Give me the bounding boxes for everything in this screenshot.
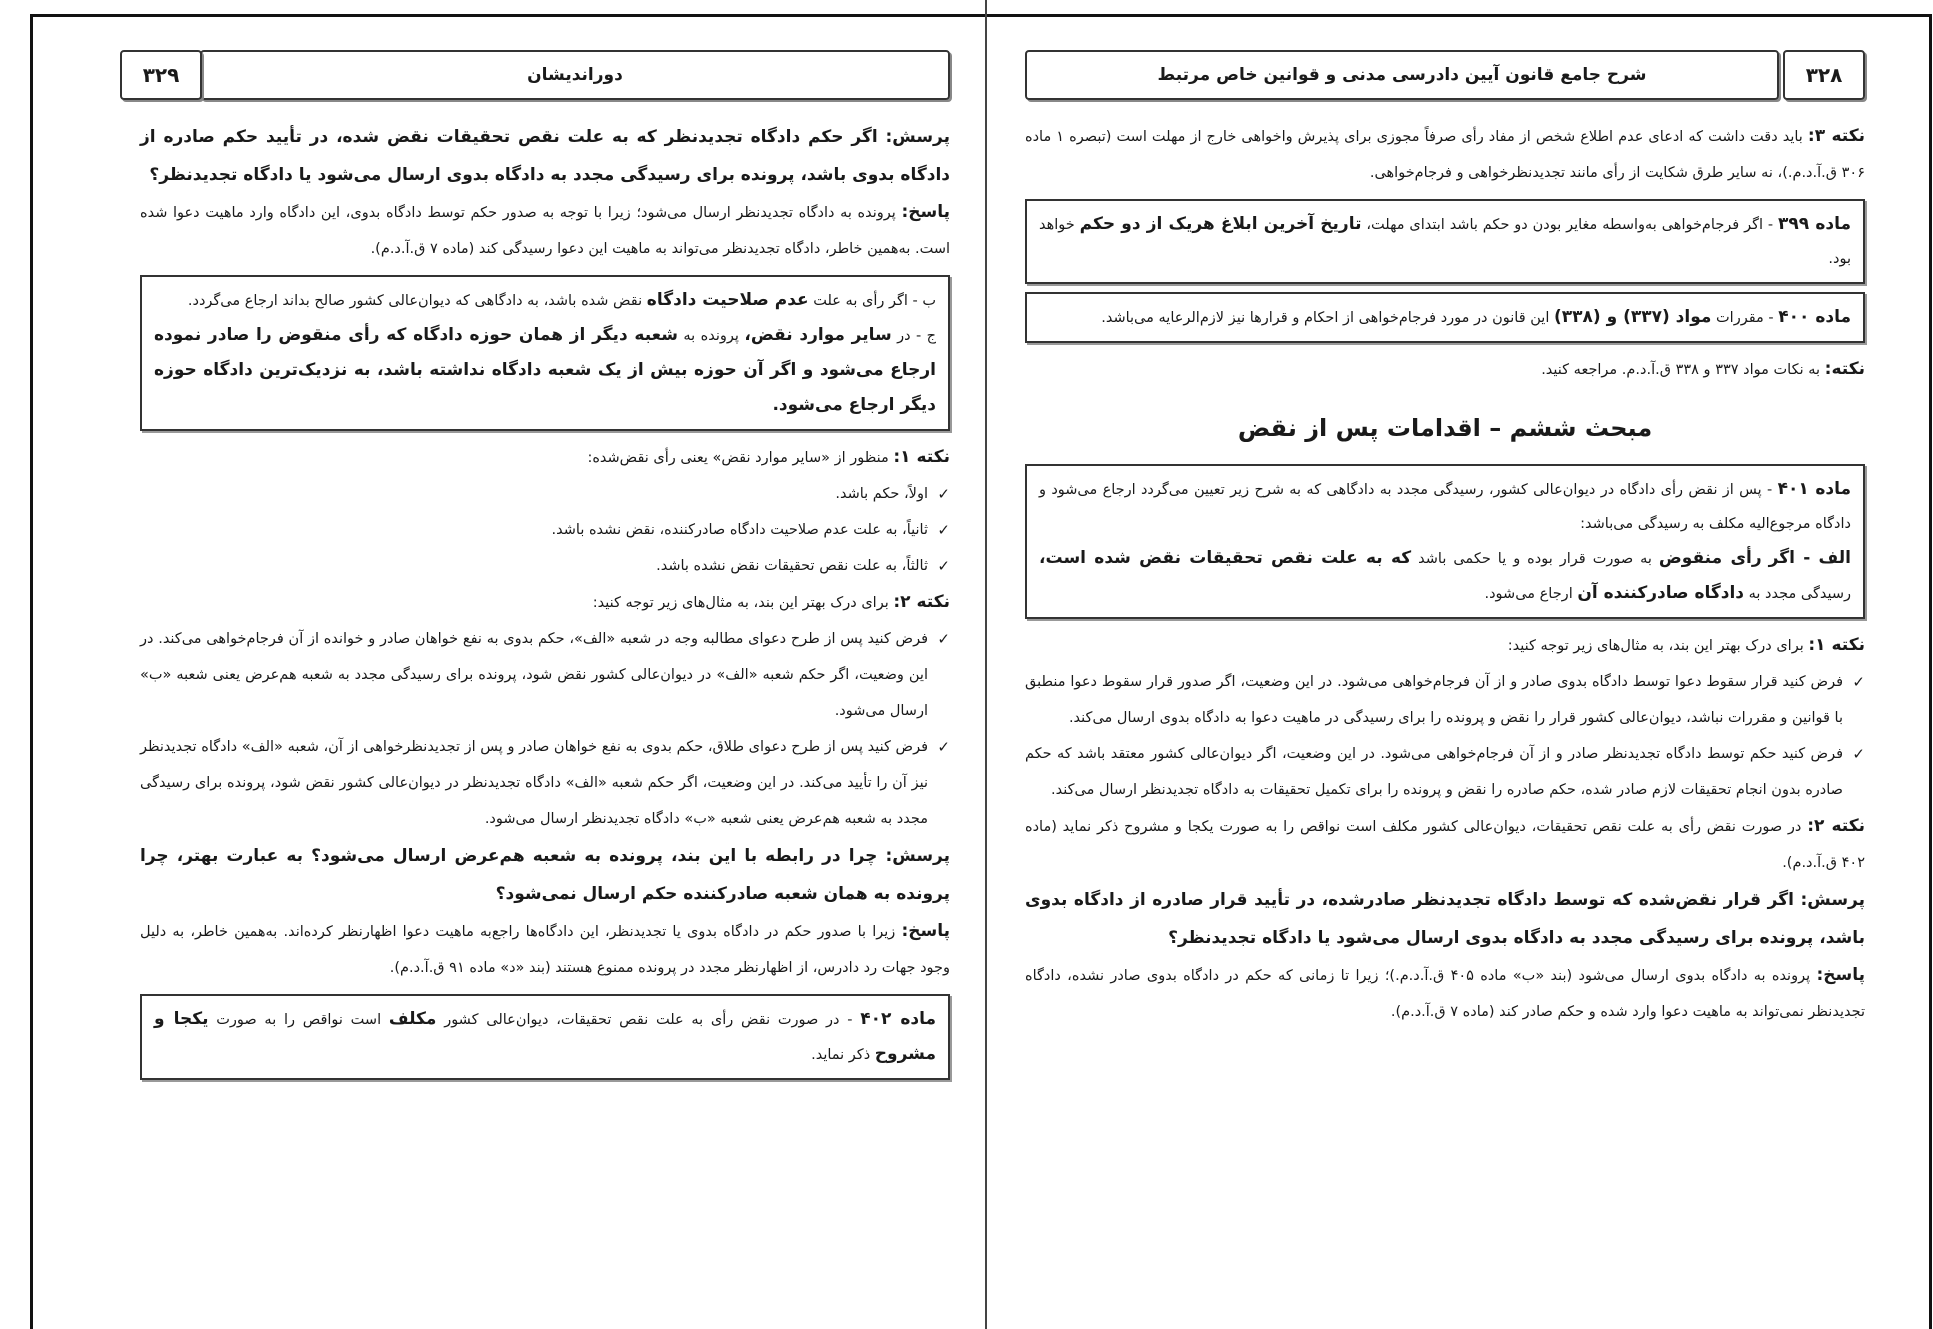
- answer-label: پاسخ:: [901, 202, 951, 222]
- check-mark-icon: ✓: [937, 557, 950, 575]
- answer-text: پرونده به دادگاه بدوی ارسال می‌شود (بند «ب» ماده ۴۰۵ ق.آ.د.م.)؛ زیرا تا زمانی که حکم در دادگاه بدوی صادر نشده، دادگاه تجدیدنظر نمی‌تواند به ماهیت دعوا وارد شده و حکم صادر کند (ماده ۷ ق.آ.د.م).: [1025, 968, 1865, 1020]
- note-label: نکته ۳:: [1807, 126, 1865, 146]
- answer-1: [140, 194, 950, 267]
- clause-b-bold: عدم صلاحیت دادگاه: [646, 290, 809, 310]
- note-3: [1025, 118, 1865, 191]
- article-402: [154, 1002, 936, 1072]
- clause-b-prefix: ب - اگر رأی به علت: [813, 293, 936, 309]
- clause-c-mid: پرونده به: [683, 328, 739, 344]
- list-item-text: ثانیاً، به علت عدم صلاحیت دادگاه صادرکننده، نقض نشده باشد.: [551, 522, 928, 538]
- clause-prefix: الف - اگر: [1768, 548, 1852, 568]
- clause-c-bold1: سایر موارد نقض،: [744, 325, 892, 345]
- list-item: [140, 621, 950, 729]
- check-mark-icon: ✓: [937, 521, 950, 539]
- article-400: [1039, 300, 1851, 335]
- page-right: [1025, 0, 1865, 1329]
- list-item-text: فرض کنید قرار سقوط دعوا توسط دادگاه بدوی صادر و از آن فرجام‌خواهی می‌شود. در این وضعیت، اگر صدور قرار سقوط دعوا منطبق با قوانین و مقررات نباشد، دیوان‌عالی کشور قرار را نقض و پرونده را برای رسیدگی در ماهیت دعوا به دادگاه بدوی ارسال می‌کند.: [1025, 674, 1843, 726]
- article-clauses-box: [140, 275, 950, 431]
- note-1-list: [1025, 664, 1865, 808]
- article-number: ماده ۴۰۲: [860, 1009, 937, 1029]
- note-1: [1025, 627, 1865, 664]
- note-label: نکته ۱:: [893, 447, 950, 467]
- article-401-clause-a: [1039, 541, 1851, 611]
- check-mark-icon: ✓: [937, 630, 950, 648]
- answer-2: [140, 913, 950, 986]
- clause-c-bold2: شعبه دیگر از همان حوزه دادگاه که رأی منقوض را صادر نموده ارجاع می‌شود و اگر آن حوزه بیش از یک شعبه دادگاه نداشته باشد، به نزدیک‌ترین دادگاه حوزه دیگر ارجاع می‌شود.: [154, 325, 936, 415]
- article-number: ماده ۳۹۹: [1778, 214, 1852, 234]
- note-text: برای درک بهتر این بند، به مثال‌های زیر توجه کنید:: [1507, 638, 1804, 654]
- note-label: نکته ۲:: [893, 592, 950, 612]
- note-label: نکته ۱:: [1808, 635, 1865, 655]
- clause-bold: که به علت نقص تحقیقات نقض شده است،: [1039, 548, 1412, 568]
- list-item-text: ثالثاً، به علت نقص تحقیقات نقض نشده باشد.: [656, 558, 928, 574]
- list-item-text: فرض کنید پس از طرح دعوای طلاق، حکم بدوی به نفع خواهان صادر و پس از تجدیدنظرخواهی از آن، شعبه «الف» دادگاه تجدیدنظر نیز آن را تأیید می‌کند. در این وضعیت، اگر حکم شعبه «الف» دادگاه تجدیدنظر در دیوان‌عالی کشور نقض شود، پرونده برای رسیدگی مجدد به شعبه هم‌عرض یعنی شعبه «ب» دادگاه تجدیدنظر ارسال می‌شود.: [140, 739, 928, 827]
- page-number: ۳۲۸: [1783, 50, 1865, 100]
- list-item: [140, 512, 950, 548]
- article-bold: یکجا و مشروح: [154, 1009, 936, 1064]
- article-bold: تاریخ آخرین ابلاغ هریک از دو حکم: [1079, 214, 1362, 234]
- clause-bold: دادگاه صادرکننده آن: [1577, 583, 1745, 603]
- list-item: [1025, 736, 1865, 808]
- note-2: [1025, 808, 1865, 881]
- note-text: در صورت نقض رأی به علت نقص تحقیقات، دیوان‌عالی کشور مکلف است نواقص را به صورت یکجا و مشروح ذکر نماید (ماده ۴۰۲ ق.آ.د.م).: [1025, 819, 1865, 871]
- article-number: ماده ۴۰۰: [1778, 307, 1851, 327]
- clause-text: رسیدگی مجدد به: [1748, 586, 1851, 602]
- clause-text: به صورت قرار بوده و یا حکمی باشد: [1418, 551, 1652, 567]
- header-title: دوراندیشان: [200, 50, 950, 100]
- check-mark-icon: ✓: [1852, 745, 1865, 763]
- header-title: شرح جامع قانون آیین دادرسی مدنی و قوانین خاص مرتبط: [1025, 50, 1779, 100]
- note-2: [140, 584, 950, 621]
- question-2: پرسش: چرا در رابطه با این بند، پرونده به شعبه هم‌عرض ارسال می‌شود؟ به عبارت بهتر، چرا پرونده به همان شعبه صادرکننده حکم ارسال نمی‌شود؟: [140, 846, 950, 904]
- note: [1025, 351, 1865, 388]
- clause-c-prefix: ج - در: [897, 328, 937, 344]
- section-title: مبحث ششم – اقدامات پس از نقض: [1237, 414, 1653, 442]
- note-1-list: [140, 476, 950, 584]
- note-text: باید دقت داشت که ادعای عدم اطلاع شخص از مفاد رأی صرفاً مجوزی برای پذیرش واخواهی خارج از مهلت است (تبصره ۱ ماده ۳۰۶ ق.آ.د.م.)، نه سایر طرق شکایت از رأی مانند تجدیدنظرخواهی و فرجام‌خواهی.: [1025, 129, 1865, 181]
- list-item: [140, 548, 950, 584]
- list-item-text: فرض کنید حکم توسط دادگاه تجدیدنظر صادر و از آن فرجام‌خواهی می‌شود. در این وضعیت، اگر دیوان‌عالی کشور معتقد باشد که حکم صادره بدون انجام تحقیقات لازم صادر شده، حکم صادره را نقض و پرونده را برای تکمیل تحقیقات به دادگاه تجدیدنظر ارسال می‌کند.: [1025, 746, 1843, 798]
- check-mark-icon: ✓: [1852, 673, 1865, 691]
- page-body: [1025, 118, 1865, 1329]
- answer-text: زیرا با صدور حکم در دادگاه بدوی یا تجدیدنظر، این دادگاه‌ها راجع‌به ماهیت دعوا اظهارنظر کرده‌اند. به‌همین خاطر، به دلیل وجود جهات رد دادرس، از اظهارنظر مجدد در پرونده ممنوع هستند (بند «د» ماده ۹۱ ق.آ.د.م).: [140, 924, 950, 976]
- question: پرسش: اگر قرار نقض‌شده که توسط دادگاه تجدیدنظر صادرشده، در تأیید قرار صادره از دادگاه بدوی باشد، پرونده برای رسیدگی مجدد به دادگاه بدوی ارسال می‌شود یا دادگاه تجدیدنظر؟: [1025, 890, 1865, 948]
- article-text: است نواقص را به صورت: [216, 1012, 382, 1028]
- page-left: [140, 0, 950, 1329]
- article-text: خواهد بود.: [1039, 217, 1851, 267]
- list-item-text: فرض کنید پس از طرح دعوای مطالبه وجه در شعبه «الف»، حکم بدوی به نفع خواهان صادر و خوانده از آن فرجام‌خواهی می‌کند. در این وضعیت، اگر حکم شعبه «الف» در دیوان‌عالی کشور نقض شود، پرونده برای رسیدگی مجدد به شعبه هم‌عرض یعنی شعبه «ب» ارسال می‌شود.: [140, 631, 928, 719]
- article-text: ذکر نماید.: [811, 1047, 871, 1063]
- clause-b-text: نقض شده باشد، به دادگاهی که دیوان‌عالی کشور صالح بداند ارجاع می‌گردد.: [187, 293, 643, 309]
- page-header: [140, 40, 950, 106]
- article-402-box: [140, 994, 950, 1080]
- page-header: [1025, 40, 1865, 106]
- answer-label: پاسخ:: [1816, 965, 1865, 985]
- check-mark-icon: ✓: [937, 738, 950, 756]
- note-text: به نکات مواد ۳۳۷ و ۳۳۸ ق.آ.د.م. مراجعه کنید.: [1541, 362, 1821, 378]
- answer-label: پاسخ:: [901, 921, 951, 941]
- article-text: - مقررات: [1716, 310, 1774, 326]
- article-text: - در صورت نقض رأی به علت نقص تحقیقات، دیوان‌عالی کشور: [444, 1012, 853, 1028]
- page-body: [140, 118, 950, 1329]
- answer: [1025, 957, 1865, 1030]
- article-bold: مکلف: [388, 1009, 437, 1029]
- article-text: - اگر فرجام‌خواهی به‌واسطه مغایر بودن دو حکم باشد ابتدای مهلت،: [1366, 217, 1774, 233]
- question-1: پرسش: اگر حکم دادگاه تجدیدنظر که به علت نقص تحقیقات نقض شده، در تأیید حکم صادره از دادگاه بدوی باشد، پرونده برای رسیدگی مجدد به دادگاه بدوی ارسال می‌شود یا دادگاه تجدیدنظر؟: [140, 127, 950, 185]
- answer-text: پرونده به دادگاه تجدیدنظر ارسال می‌شود؛ زیرا با توجه به صدور حکم توسط دادگاه بدوی، این دادگاه وارد ماهیت دعوا شده است. به‌همین خاطر، دادگاه تجدیدنظر می‌تواند به ماهیت این دعوا رسیدگی کند (ماده ۷ ق.آ.د.م).: [140, 205, 950, 257]
- article-bold: مواد (۳۳۷) و (۳۳۸): [1553, 307, 1712, 327]
- list-item: [1025, 664, 1865, 736]
- note-2-list: [140, 621, 950, 837]
- article-400-box: [1025, 292, 1865, 343]
- article-399-box: [1025, 199, 1865, 284]
- article-text: این قانون در مورد فرجام‌خواهی از احکام و قرارها نیز لازم‌الرعایه می‌باشد.: [1101, 310, 1550, 326]
- article-text: - پس از نقض رأی دادگاه در دیوان‌عالی کشور، رسیدگی مجدد به دادگاهی که به شرح زیر تعیین می‌گردد ارجاع می‌شود و دادگاه مرجوع‌الیه مکلف به رسیدگی می‌باشد:: [1039, 482, 1851, 532]
- article-number: ماده ۴۰۱: [1777, 479, 1851, 499]
- article-401-box: [1025, 464, 1865, 619]
- note-1: [140, 439, 950, 476]
- note-text: برای درک بهتر این بند، به مثال‌های زیر توجه کنید:: [592, 595, 889, 611]
- article-401: [1039, 472, 1851, 541]
- clause-bold: رأی منقوض: [1658, 548, 1762, 568]
- note-text: منظور از «سایر موارد نقض» یعنی رأی نقض‌شده:: [587, 450, 889, 466]
- list-item: [140, 476, 950, 512]
- book-spine: [985, 0, 987, 1329]
- list-item: [140, 729, 950, 837]
- check-mark-icon: ✓: [937, 485, 950, 503]
- clause-b: [154, 283, 936, 318]
- clause-text: ارجاع می‌شود.: [1484, 586, 1573, 602]
- page-number: ۳۲۹: [120, 50, 202, 100]
- note-label: نکته ۲:: [1807, 816, 1865, 836]
- article-399: [1039, 207, 1851, 276]
- list-item-text: اولاً، حکم باشد.: [835, 486, 928, 502]
- note-label: نکته:: [1824, 359, 1865, 379]
- clause-c: [154, 318, 936, 423]
